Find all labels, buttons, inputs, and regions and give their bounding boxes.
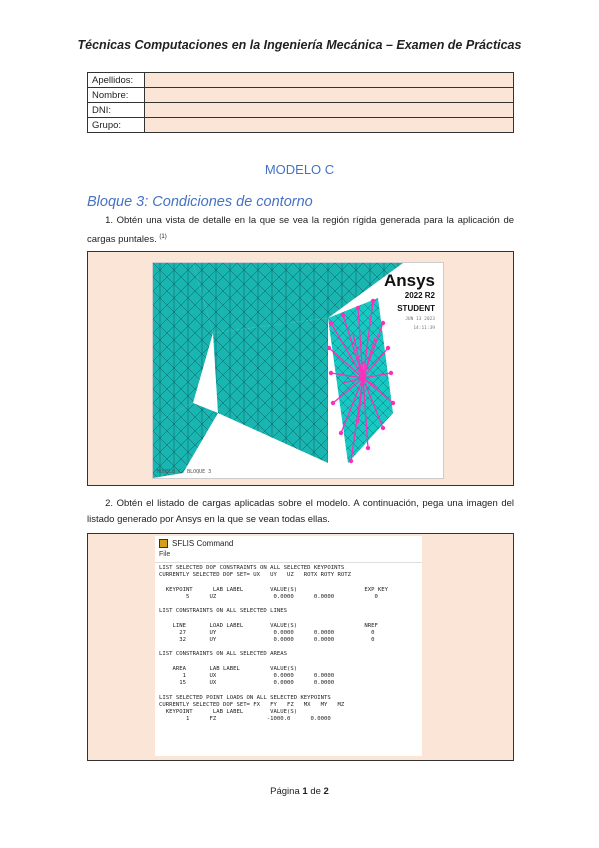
sflis-command-window bbox=[155, 536, 422, 756]
info-row-nombre bbox=[88, 88, 514, 103]
answer-box-2 bbox=[87, 533, 514, 761]
info-row-grupo bbox=[88, 118, 514, 133]
model-title: MODELO C bbox=[264, 162, 335, 177]
field-nombre[interactable] bbox=[145, 88, 514, 103]
model-caption: MODELO C. BLOQUE 3 bbox=[157, 469, 212, 475]
student-info-table bbox=[87, 72, 514, 133]
question-2 bbox=[87, 496, 514, 528]
question-1-number: 1. bbox=[105, 215, 113, 226]
listing-output: LIST SELECTED DOF CONSTRAINTS ON ALL SELECTED KEYPOINTS CURRENTLY SELECTED DOF SET= UX UY UZ ROTX ROTY ROTZ KEYPOINT LAB LABEL VALUE(S) EXP KEY 5 UZ 0.0000 0.0000 0 LIST CONSTRAINTS ON ALL SELECTED LINES LINE LOAD LABEL VALUE(S) NREF 27 UY 0.0000 0.0000 0 32 UY 0.0000 0.0000 0 LIST CONSTRAINTS ON ALL SELECTED AREAS AREA LAB LABEL VALUE(S) 1 UX 0.0000 0.0000 15 UX 0.0000 0.0000 LIST SELECTED POINT LOADS ON ALL SELECTED KEYPOINTS CURRENTLY SELECTED DOF SET= FX FY FZ MX MY MZ KEYPOINT LAB LABEL VALUE(S) 1 FZ -1000.0 0.0000 bbox=[159, 565, 389, 723]
window-title-bar[interactable] bbox=[155, 536, 422, 551]
info-row-dni bbox=[88, 103, 514, 118]
question-1-note: (1) bbox=[159, 234, 167, 240]
label-nombre: Nombre: bbox=[88, 88, 145, 103]
label-grupo: Grupo: bbox=[88, 118, 145, 133]
field-dni[interactable] bbox=[145, 103, 514, 118]
menu-file[interactable]: File bbox=[155, 551, 422, 563]
page-footer bbox=[0, 786, 599, 797]
info-row-apellidos bbox=[88, 73, 514, 88]
ansys-app-icon bbox=[159, 539, 168, 548]
label-apellidos: Apellidos: bbox=[88, 73, 145, 88]
ansys-time: 14:11:39 bbox=[413, 326, 435, 331]
ansys-brand: Ansys bbox=[383, 271, 435, 290]
footer-total: 2 bbox=[323, 786, 329, 797]
ansys-edition: STUDENT bbox=[397, 304, 435, 313]
window-title: SFLIS Command bbox=[172, 539, 234, 548]
label-dni: DNI: bbox=[88, 103, 145, 118]
footer-prefix: Página bbox=[270, 786, 303, 797]
question-1-text: Obtén una vista de detalle en la que se vea la región rígida generada para la aplicación de cargas puntales. bbox=[87, 215, 515, 246]
question-2-number: 2. bbox=[105, 498, 113, 509]
field-apellidos[interactable] bbox=[145, 73, 514, 88]
ansys-logo bbox=[384, 271, 435, 331]
beam-side-face bbox=[213, 318, 328, 463]
ansys-date: JUN 13 2023 bbox=[405, 317, 435, 322]
page-header-title: Técnicas Computaciones en la Ingeniería Mecánica – Examen de Prácticas bbox=[77, 38, 522, 52]
question-2-text: Obtén el listado de cargas aplicadas sobre el modelo. A continuación, pega una imagen del listado generado por Ansys en la que se vean todas ellas. bbox=[87, 498, 515, 525]
footer-mid: de bbox=[307, 786, 324, 797]
ansys-version: 2022 R2 bbox=[404, 291, 435, 300]
ansys-model-view bbox=[152, 262, 444, 479]
answer-box-1 bbox=[87, 251, 514, 486]
footer-page: 1 bbox=[302, 786, 308, 797]
field-grupo[interactable] bbox=[145, 118, 514, 133]
section-title: Bloque 3: Condiciones de contorno bbox=[87, 194, 313, 210]
question-1 bbox=[87, 213, 514, 248]
